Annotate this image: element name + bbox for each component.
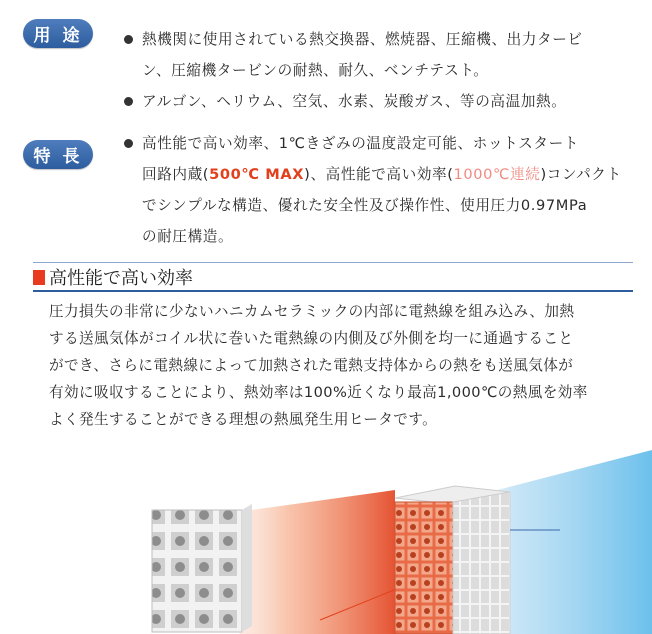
features-line-2-b: )、高性能で高い効率(	[304, 166, 454, 183]
performance-heading-text: 高性能で高い効率	[49, 268, 193, 289]
features-item	[124, 128, 644, 252]
small-heater-side	[242, 504, 252, 632]
honeycomb-side	[453, 492, 510, 634]
features-line-2-a: 回路内蔵(	[142, 166, 210, 183]
heater-illustration	[0, 450, 652, 634]
features-line-2-c: )コンパクト	[540, 166, 622, 183]
max-temp-highlight: 500℃ MAX	[209, 166, 305, 183]
usage-item-1-line-2: ン、圧縮機タービンの耐熱、耐久、ベンチテスト。	[142, 62, 489, 79]
small-heater-element	[152, 510, 242, 632]
usage-item-1	[124, 24, 639, 86]
features-line-4: の耐圧構造。	[142, 228, 234, 245]
honeycomb-front	[395, 502, 453, 634]
usage-list	[124, 24, 639, 117]
bullet-icon	[124, 139, 133, 148]
features-list	[124, 128, 644, 252]
usage-item-2-line-1: アルゴン、ヘリウム、空気、水素、炭酸ガス、等の高温加熱。	[142, 93, 567, 110]
performance-heading	[33, 264, 633, 292]
usage-item-1-line-1: 熱機関に使用されている熱交換器、燃焼器、圧縮機、出力タービ	[142, 31, 583, 48]
red-square-icon	[33, 270, 45, 285]
features-line-3: でシンプルな構造、優れた安全性及び操作性、使用圧力0.97MPa	[142, 197, 588, 214]
usage-badge: 用 途	[23, 19, 93, 48]
heading-rule-top	[33, 262, 633, 263]
features-line-2	[142, 159, 644, 190]
features-line-1: 高性能で高い効率、1℃きざみの温度設定可能、ホットスタート	[142, 135, 579, 152]
bullet-icon	[124, 97, 133, 106]
paragraph-line-5: よく発生することができる理想の熱風発生用ヒータです。	[49, 411, 438, 428]
paragraph-line-4: 有効に吸収することにより、熱効率は100%近くなり最高1,000℃の熱風を効率	[49, 384, 588, 401]
continuous-temp-highlight: 1000℃連続	[453, 166, 541, 183]
features-badge: 特 長	[23, 140, 93, 169]
bullet-icon	[124, 35, 133, 44]
paragraph-line-3: ができ、さらに電熱線によって加熱された電熱支持体からの熱をも送風気体が	[49, 357, 574, 374]
performance-paragraph	[49, 298, 619, 433]
usage-item-2	[124, 86, 639, 117]
paragraph-line-1: 圧力損失の非常に少ないハニカムセラミックの内部に電熱線を組み込み、加熱	[49, 303, 575, 320]
paragraph-line-2: する送風気体がコイル状に巻いた電熱線の内側及び外側を均一に通過すること	[49, 330, 574, 347]
